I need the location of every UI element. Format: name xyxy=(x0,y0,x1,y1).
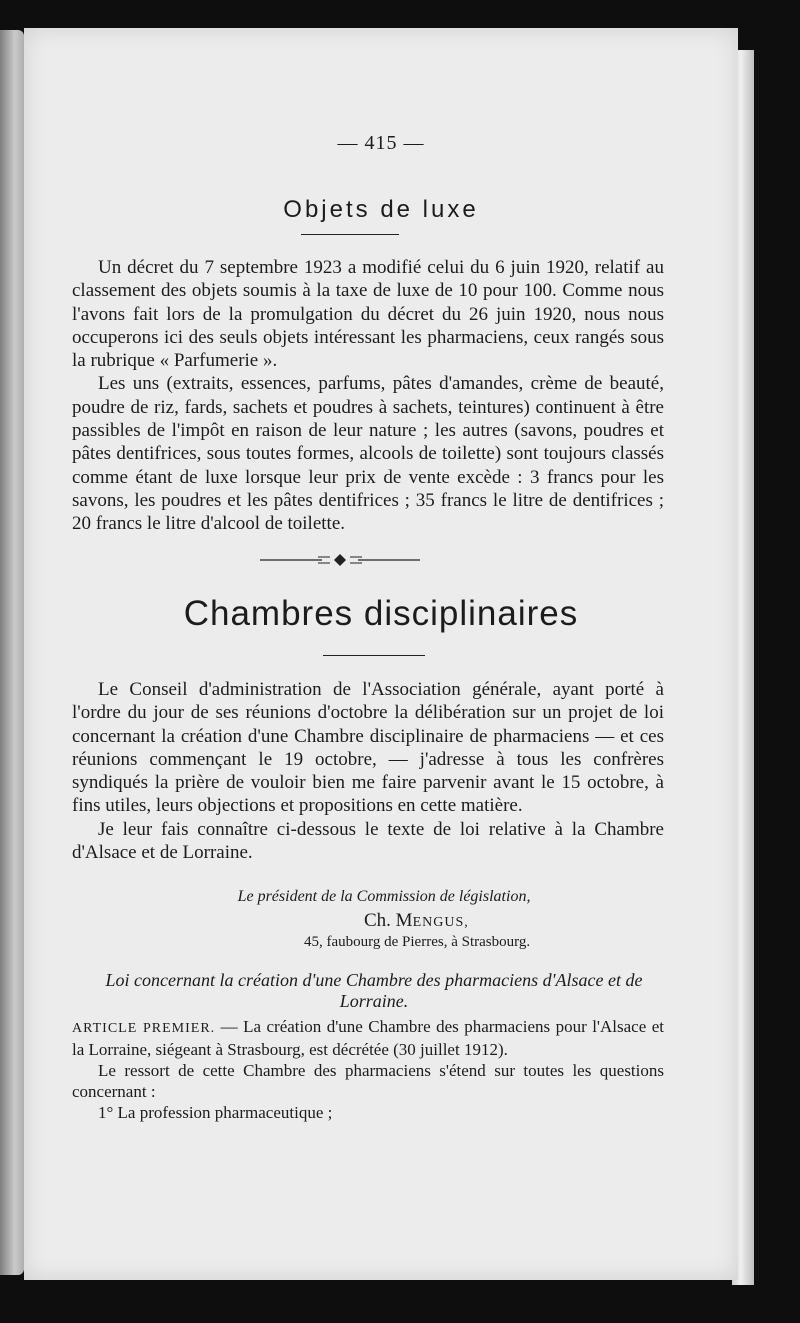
title-underline xyxy=(301,234,399,235)
law-article xyxy=(72,1016,664,1123)
section-body-objets-de-luxe xyxy=(72,256,664,536)
title-underline xyxy=(323,655,425,656)
page-number: — 415 — xyxy=(337,132,425,154)
article-list-item: 1° La profession pharmaceutique ; xyxy=(98,1103,333,1122)
signature-title: Le président de la Commission de législation, xyxy=(237,888,531,905)
article-paragraph: Le ressort de cette Chambre des pharmaciens s'étend sur toutes les questions concernant : xyxy=(72,1061,664,1101)
law-title: Loi concernant la création d'une Chambre des pharmaciens d'Alsace et de Lorraine. xyxy=(105,970,643,1011)
paragraph: Le Conseil d'administration de l'Association générale, ayant porté à l'ordre du jour de ses réunions d'octobre la délibération sur un projet de loi concernant la création d'une Chambre disciplinaire de pharmaciens — et ces réunions commençant le 19 octobre, — j'adresse à tous les confrères syndiqués la prière de vouloir bien me faire parvenir avant le 15 octobre, à fins utiles, leurs objections et propositions en cette matière. xyxy=(72,679,664,817)
section-title-chambres-disciplinaires: Chambres disciplinaires xyxy=(183,594,579,633)
paragraph: Je leur fais connaître ci-dessous le texte de loi relative à la Chambre d'Alsace et de Lorraine. xyxy=(72,818,664,864)
signature-name-prefix: Ch. M xyxy=(364,910,413,931)
article-text: — La création d'une Chambre des pharmaciens pour l'Alsace et la Lorraine, siégeant à Strasbourg, est décrétée (30 juillet 1912). xyxy=(72,1017,664,1059)
signature-name-rest: ENGUS, xyxy=(412,915,469,930)
section-body-chambres xyxy=(72,678,664,864)
section-title-objets-de-luxe: Objets de luxe xyxy=(283,196,479,223)
article-label: ARTICLE PREMIER. xyxy=(72,1021,216,1036)
book-page xyxy=(24,28,738,1280)
paragraph: Les uns (extraits, essences, parfums, pâtes d'amandes, crème de beauté, poudre de riz, fards, sachets et poudres à sachets, teintures) continuent à être passibles de l'impôt en raison de leur nature ; les autres (savons, poudres et pâtes dentifrices, sous toutes formes, alcools de toilette) sont toujours classés comme étant de luxe lorsque leur prix de vente excède : 3 francs pour les savons, les poudres et les pâtes dentifrices ; 35 francs le litre de dentifrices ; 20 francs le litre d'alcool de toilette. xyxy=(72,373,664,535)
signature-address: 45, faubourg de Pierres, à Strasbourg. xyxy=(304,934,531,950)
ornament-divider xyxy=(260,552,420,568)
article-paragraph xyxy=(72,1016,664,1060)
previous-page-edge xyxy=(0,30,24,1275)
signature-name xyxy=(364,910,469,932)
paragraph: Un décret du 7 septembre 1923 a modifié celui du 6 juin 1920, relatif au classement des objets soumis à la taxe de luxe de 10 pour 100. Comme nous l'avons fait lors de la promulgation du décret du 26 juin 1920, nous nous occuperons ici des seuls objets intéressant les pharmaciens, ceux rangés sous la rubrique « Parfumerie ». xyxy=(72,257,664,372)
